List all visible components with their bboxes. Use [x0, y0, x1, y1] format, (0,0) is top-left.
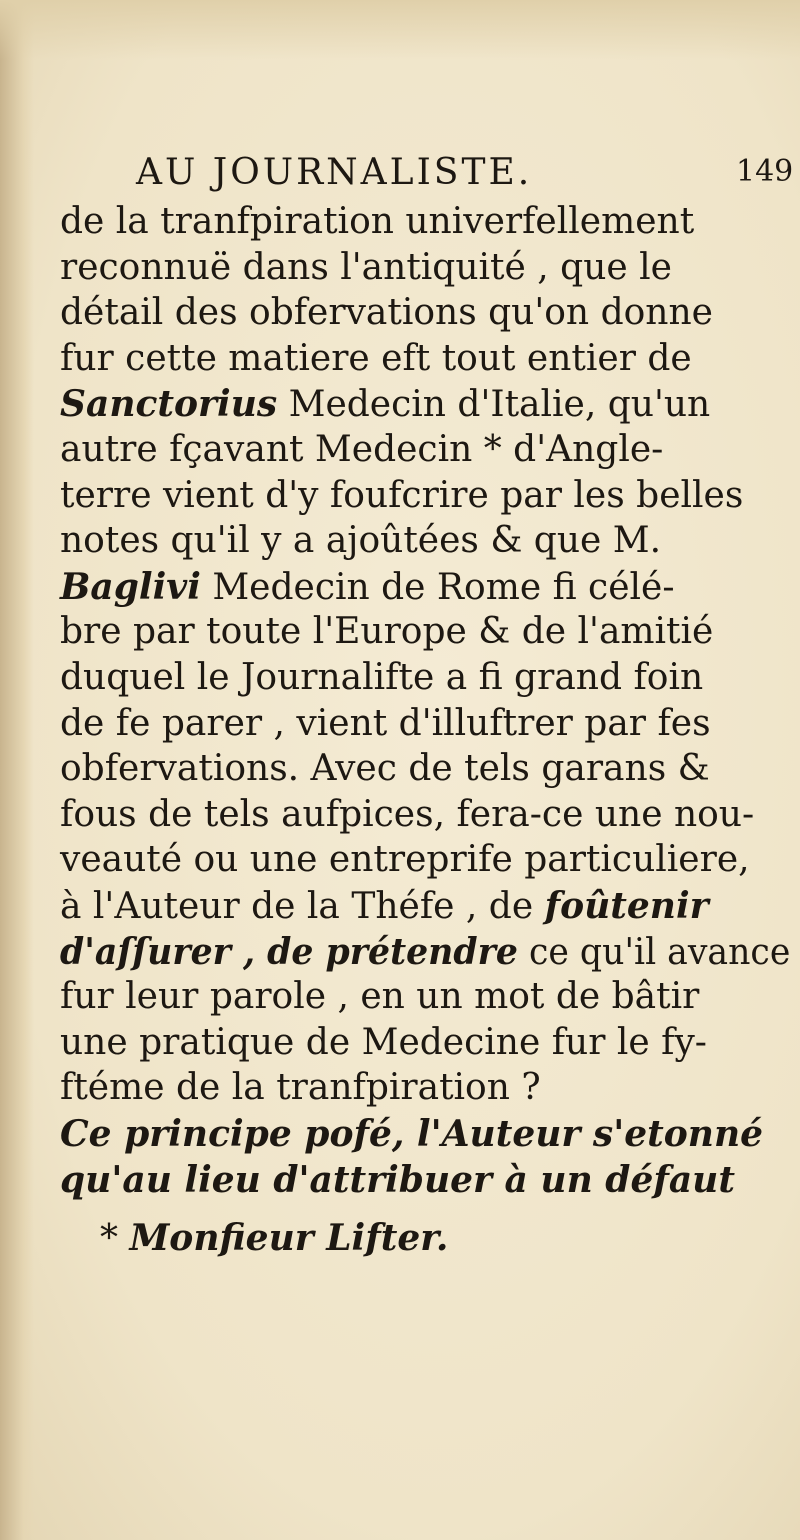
italic-run: Ce principe pofé, l'Auteur s'etonné	[60, 1113, 764, 1155]
text-run: Medecin de Rome fi célé-	[200, 566, 675, 608]
text-run: notes qu'il y a ajoûtées & que M.	[60, 520, 662, 562]
text-line	[60, 378, 790, 430]
text-line	[60, 1108, 790, 1160]
italic-run: Baglivi	[60, 565, 201, 608]
page-number: 149	[736, 154, 794, 189]
text-run: de la tranfpiration univerfellement	[60, 201, 695, 242]
text-line	[60, 880, 790, 932]
text-run: terre vient d'y foufcrire par les belles	[60, 474, 744, 516]
text-line	[60, 834, 790, 886]
text-run: fur cette matiere eft tout entier de	[60, 337, 692, 379]
text-run: Medecin d'Italie, qu'un	[277, 384, 711, 426]
text-run: duquel le Journalifte a fi grand foin	[60, 657, 704, 698]
text-line	[60, 789, 790, 841]
running-head-title: AU JOURNALISTE.	[136, 152, 533, 193]
text-run: fous de tels aufpices, fera-ce une nou-	[60, 793, 755, 835]
italic-run: d'aſſurer , de prétendre	[60, 930, 518, 973]
page-gutter-shadow	[0, 0, 34, 1540]
text-line	[60, 333, 790, 385]
text-line	[60, 515, 790, 567]
footnote-marker: *	[100, 1218, 118, 1259]
text-run: reconnuë dans l'antiquité , que le	[60, 246, 672, 288]
text-line	[60, 1017, 790, 1069]
text-run: veauté ou une entreprife particuliere,	[60, 839, 750, 881]
text-line	[60, 1062, 790, 1114]
text-run: une pratique de Medecine fur le fy-	[60, 1021, 707, 1063]
text-line	[60, 242, 790, 294]
text-line	[60, 652, 790, 704]
text-run: à l'Auteur de la Théfe , de	[60, 886, 545, 927]
running-head	[136, 152, 794, 198]
text-run: de fe parer , vient d'illuftrer par fes	[60, 702, 711, 744]
text-run: ce qu'il avance	[517, 931, 791, 973]
text-run: autre fçavant Medecin * d'Angle-	[60, 429, 664, 470]
italic-run: foûtenir	[544, 885, 709, 927]
text-line	[60, 561, 790, 613]
page-top-shadow	[0, 0, 800, 60]
text-line	[60, 606, 790, 658]
text-run: détail des obfervations qu'on donne	[60, 292, 713, 334]
text-run: bre par toute l'Europe & de l'amitié	[60, 611, 714, 653]
text-line	[60, 926, 791, 978]
text-line	[60, 971, 790, 1023]
text-run: obfervations. Avec de tels garans &	[60, 748, 710, 790]
text-run: ftéme de la tranfpiration ?	[60, 1067, 541, 1109]
text-run: fur leur parole , en un mot de bâtir	[60, 976, 700, 1018]
text-line	[60, 196, 790, 248]
text-line	[60, 1154, 790, 1206]
footnote-text: Monfieur Lifter.	[129, 1217, 449, 1259]
footnote	[100, 1212, 448, 1264]
text-line	[60, 424, 790, 476]
text-line	[60, 470, 790, 522]
text-line	[60, 743, 790, 795]
text-line	[60, 698, 790, 750]
italic-run: qu'au lieu d'attribuer à un défaut	[60, 1158, 735, 1201]
italic-run: Sanctorius	[60, 383, 278, 426]
text-line	[60, 287, 790, 339]
